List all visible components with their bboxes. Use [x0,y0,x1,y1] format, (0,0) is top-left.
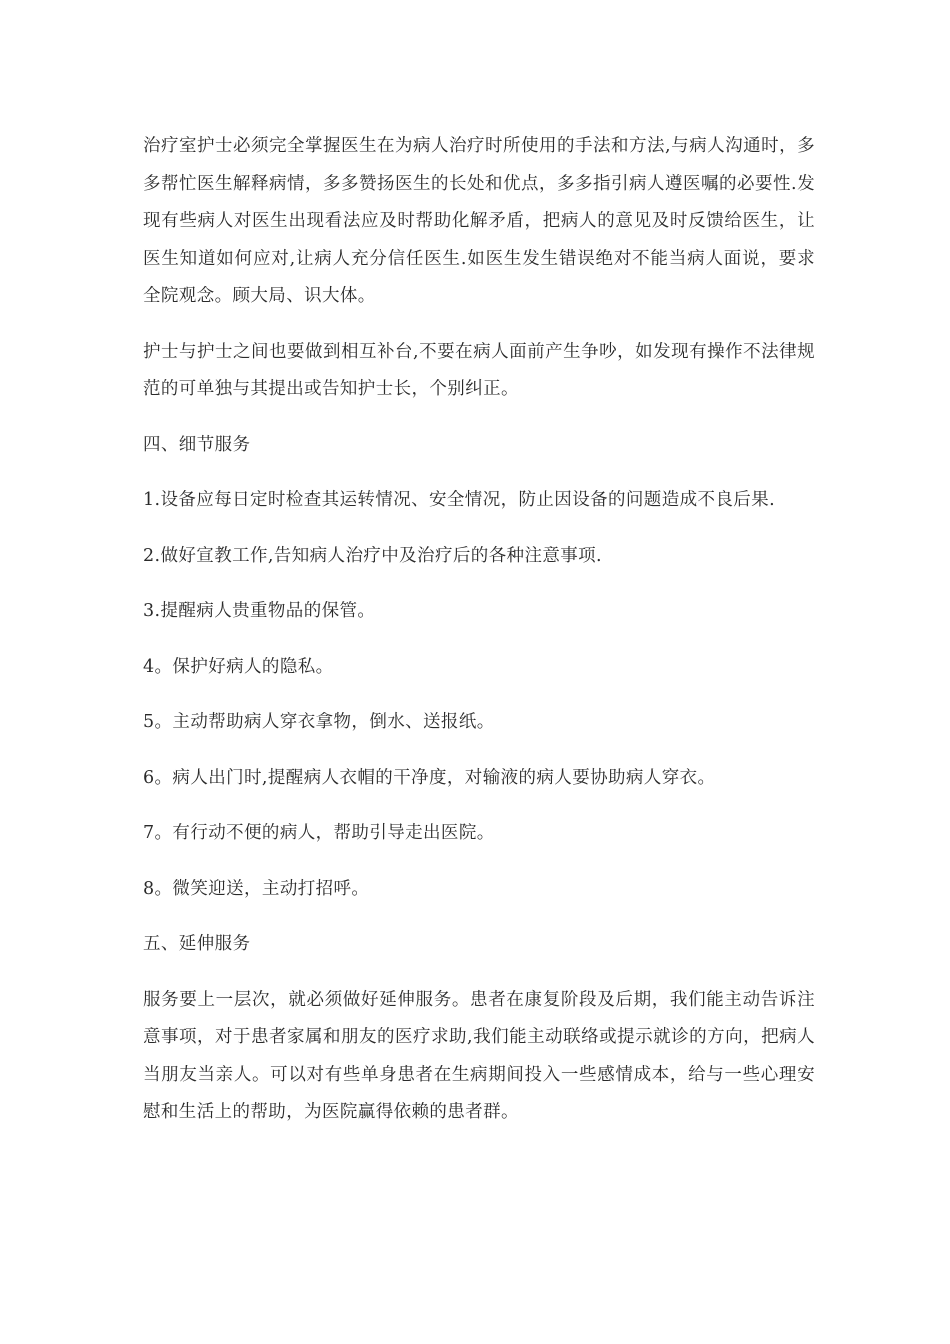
section-heading-extended-service: 五、延伸服务 [143,934,251,954]
document-body [143,128,815,1150]
paragraph-nurse-cooperation: 护士与护士之间也要做到相互补台,不要在病人面前产生争吵，如发现有操作不法律规范的可单独与其提出或告知护士长，个别纠正。 [143,341,815,399]
section-heading-detail-service: 四、细节服务 [143,434,251,455]
list-item-2: 2.做好宣教工作,告知病人治疗中及治疗后的各种注意事项. [143,545,603,566]
list-item-6: 6。病人出门时,提醒病人衣帽的干净度，对输液的病人要协助病人穿衣。 [143,767,716,788]
list-item-5: 5。主动帮助病人穿衣拿物，倒水、送报纸。 [143,712,495,732]
list-item-3: 3.提醒病人贵重物品的保管。 [143,601,376,621]
list-item-4: 4。保护好病人的隐私。 [143,656,334,677]
paragraph-extended-service: 服务要上一层次，就必须做好延伸服务。患者在康复阶段及后期，我们能主动告诉注意事项，对于患者家属和朋友的医疗求助,我们能主动联络或提示就诊的方向，把病人当朋友当亲人。可以对有些单身患者在生病期间投入一些感情成本，给与一些心理安慰和生活上的帮助，为医院赢得依赖的患者群。 [143,989,815,1122]
list-item-8: 8。微笑迎送，主动打招呼。 [143,878,370,899]
paragraph-doctor-cooperation: 治疗室护士必须完全掌握医生在为病人治疗时所使用的手法和方法,与病人沟通时，多多帮忙医生解释病情，多多赞扬医生的长处和优点，多多指引病人遵医嘱的必要性.发现有些病人对医生出现看法应及时帮助化解矛盾，把病人的意见及时反馈给医生，让医生知道如何应对,让病人充分信任医生.如医生发生错误绝对不能当病人面说，要求全院观念。顾大局、识大体。 [143,136,815,306]
list-item-7: 7。有行动不便的病人，帮助引导走出医院。 [143,823,495,843]
list-item-1: 1.设备应每日定时检查其运转情况、安全情况，防止因设备的问题造成不良后果. [143,490,776,510]
